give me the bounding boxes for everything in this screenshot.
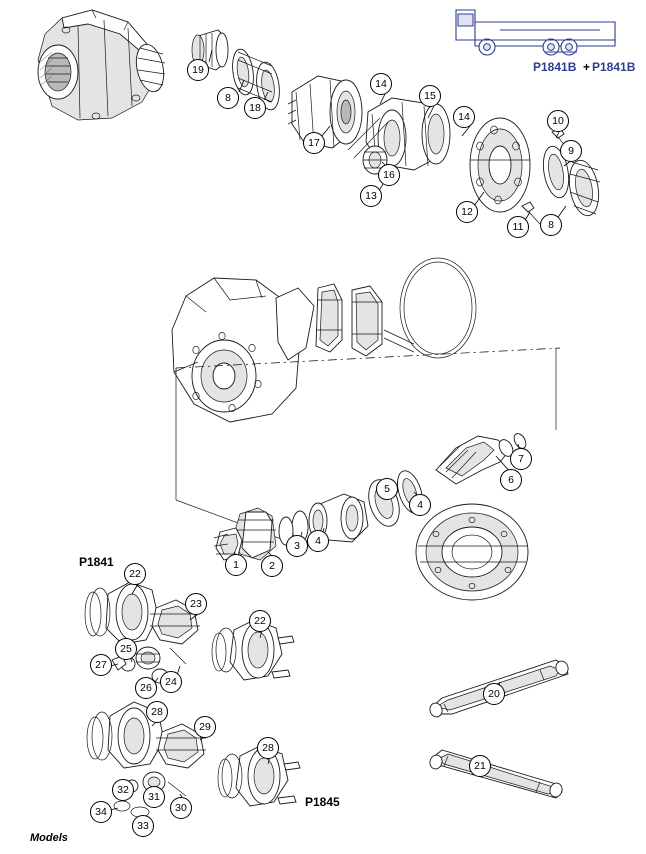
callout-14: 14: [370, 73, 392, 95]
callout-29: 29: [194, 716, 216, 738]
model-label-p1841b-left: P1841B: [533, 60, 577, 74]
callout-18: 18: [244, 97, 266, 119]
axle-shafts: [428, 659, 570, 798]
callout-33: 33: [132, 815, 154, 837]
callout-14: 14: [453, 106, 475, 128]
callout-26: 26: [135, 677, 157, 699]
callout-4: 4: [307, 530, 329, 552]
callout-21: 21: [469, 755, 491, 777]
callout-8: 8: [540, 214, 562, 236]
callout-34: 34: [90, 801, 112, 823]
callout-13: 13: [360, 185, 382, 207]
callout-15: 15: [419, 85, 441, 107]
callout-31: 31: [143, 786, 165, 808]
callout-27: 27: [90, 654, 112, 676]
assembled-differential-top-left: [38, 10, 168, 120]
callout-8: 8: [217, 87, 239, 109]
model-label-p1845: P1845: [305, 795, 340, 809]
callout-17: 17: [303, 132, 325, 154]
callout-24: 24: [160, 671, 182, 693]
models-note: Models: [30, 832, 68, 844]
axle-casing-assembly: [172, 258, 476, 422]
callout-30: 30: [170, 797, 192, 819]
truck-pictogram: [456, 10, 615, 55]
callout-3: 3: [286, 535, 308, 557]
callout-2: 2: [261, 555, 283, 577]
model-label-p1841b-right: P1841B: [592, 60, 636, 74]
callout-4: 4: [409, 494, 431, 516]
callout-5: 5: [376, 478, 398, 500]
callout-6: 6: [500, 469, 522, 491]
callout-12: 12: [456, 201, 478, 223]
callout-9: 9: [560, 140, 582, 162]
callout-25: 25: [115, 638, 137, 660]
callout-22: 22: [124, 563, 146, 585]
callout-28: 28: [146, 701, 168, 723]
model-label-p1841: P1841: [79, 555, 114, 569]
callout-1: 1: [225, 554, 247, 576]
callout-20: 20: [483, 683, 505, 705]
callout-22: 22: [249, 610, 271, 632]
callout-7: 7: [510, 448, 532, 470]
callout-32: 32: [112, 779, 134, 801]
callout-11: 11: [507, 216, 529, 238]
callout-23: 23: [185, 593, 207, 615]
callout-28: 28: [257, 737, 279, 759]
model-label-plus: +: [583, 60, 591, 74]
callout-16: 16: [378, 164, 400, 186]
callout-10: 10: [547, 110, 569, 132]
callout-19: 19: [187, 59, 209, 81]
